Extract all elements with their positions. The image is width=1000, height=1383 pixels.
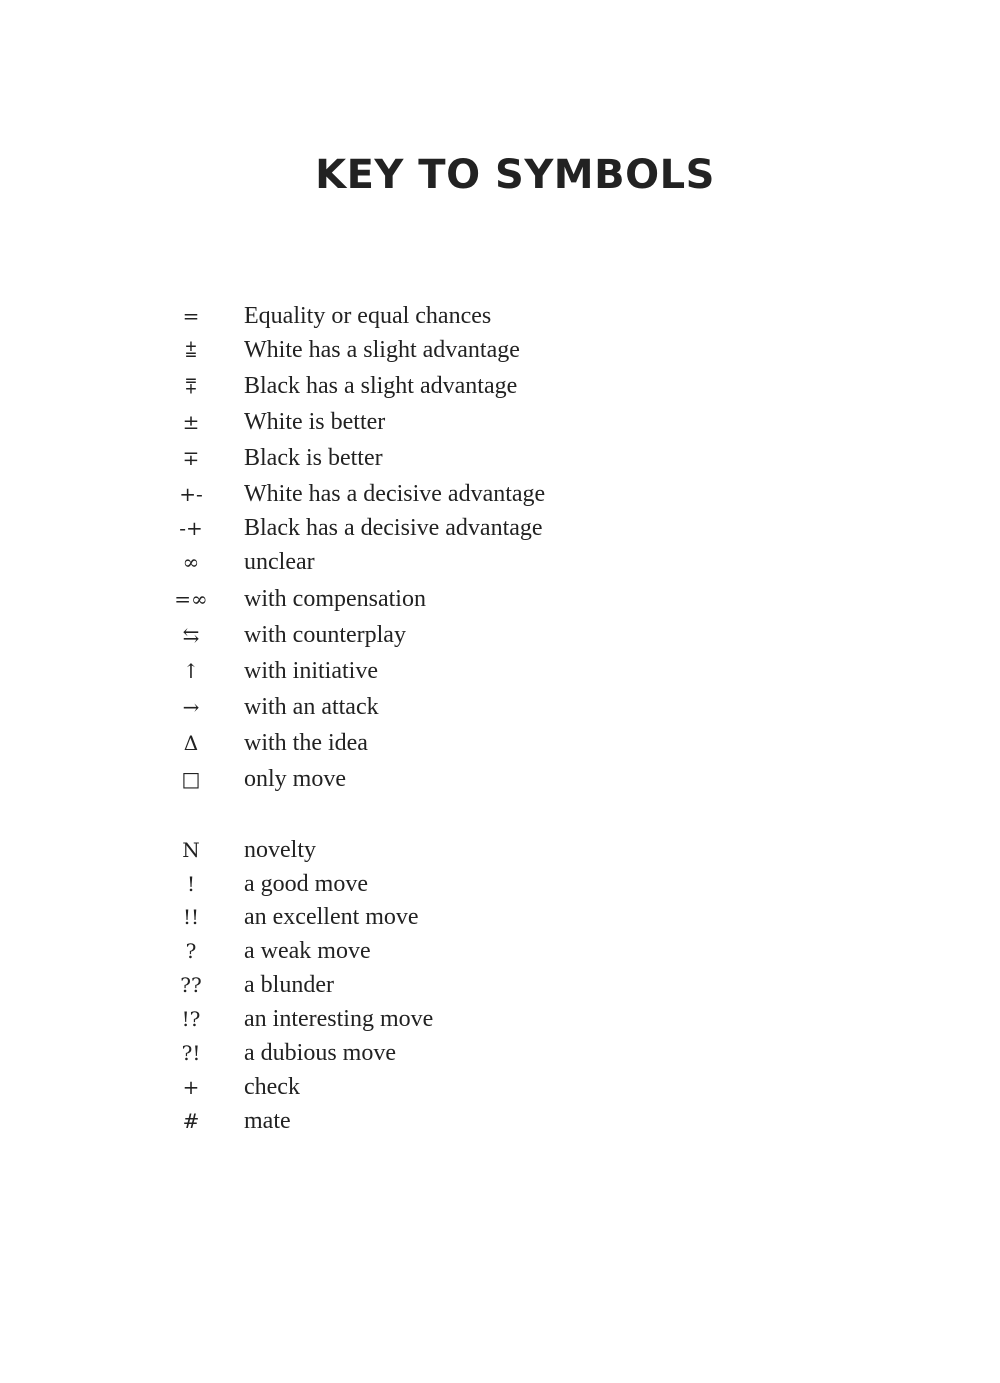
key-meaning: with an attack — [244, 693, 379, 720]
key-symbol: ?? — [180, 973, 202, 997]
key-row-white-slight-advantage — [160, 333, 760, 367]
key-symbol: N — [182, 838, 200, 862]
key-meaning: mate — [244, 1107, 291, 1134]
key-row-white-decisive — [160, 477, 760, 511]
key-row-black-better — [160, 441, 760, 475]
key-symbol: → — [182, 695, 200, 719]
key-meaning: White is better — [244, 408, 386, 435]
key-symbol: ↑ — [182, 659, 200, 683]
key-meaning: White has a slight advantage — [244, 336, 520, 363]
key-meaning: a good move — [244, 870, 368, 897]
key-row-excellent-move — [160, 900, 760, 934]
key-symbol: □ — [181, 767, 201, 791]
key-row-novelty — [160, 833, 760, 867]
key-row-idea — [160, 726, 760, 760]
key-symbol: ⇆ — [182, 623, 200, 647]
key-symbol: ⩱ — [185, 374, 197, 398]
key-row-blunder — [160, 968, 760, 1002]
key-symbol: ! — [186, 872, 196, 896]
key-symbol: +- — [179, 482, 203, 506]
key-meaning: Equality or equal chances — [244, 302, 492, 329]
key-row-interesting-move — [160, 1002, 760, 1036]
key-symbol: ∓ — [182, 446, 200, 470]
key-meaning: with compensation — [244, 585, 426, 612]
key-symbol: ⩲ — [185, 338, 197, 362]
key-symbol: =∞ — [174, 587, 208, 611]
key-meaning: White has a decisive advantage — [244, 480, 546, 507]
key-meaning: with the idea — [244, 729, 368, 756]
key-row-white-better — [160, 405, 760, 439]
page-title: KEY TO SYMBOLS — [315, 152, 715, 198]
key-symbol: ? — [185, 939, 197, 963]
key-symbol: -+ — [179, 516, 203, 540]
key-symbol: + — [182, 1075, 200, 1099]
key-meaning: Black is better — [244, 444, 383, 471]
key-meaning: a blunder — [244, 971, 334, 998]
key-row-check — [160, 1070, 760, 1104]
key-row-counterplay — [160, 618, 760, 652]
key-meaning: Black has a slight advantage — [244, 372, 518, 399]
key-symbol: !! — [182, 905, 200, 929]
key-meaning: check — [244, 1073, 300, 1100]
key-symbol: = — [182, 304, 200, 328]
key-row-attack — [160, 690, 760, 724]
key-row-initiative — [160, 654, 760, 688]
key-meaning: a weak move — [244, 937, 371, 964]
key-row-compensation — [160, 582, 760, 616]
key-symbol: ∞ — [182, 550, 200, 574]
key-meaning: unclear — [244, 548, 315, 575]
key-symbol: !? — [181, 1007, 201, 1031]
key-symbol: # — [182, 1109, 200, 1133]
key-row-equality — [160, 299, 760, 333]
key-meaning: an excellent move — [244, 903, 419, 930]
key-row-black-decisive — [160, 511, 760, 545]
key-row-weak-move — [160, 934, 760, 968]
key-meaning: with counterplay — [244, 621, 406, 648]
key-row-black-slight-advantage — [160, 369, 760, 403]
key-row-mate — [160, 1104, 760, 1138]
key-row-unclear — [160, 545, 760, 579]
key-meaning: novelty — [244, 836, 316, 863]
key-symbol: Δ — [183, 731, 199, 755]
key-meaning: a dubious move — [244, 1039, 396, 1066]
key-row-dubious-move — [160, 1036, 760, 1070]
key-row-good-move — [160, 867, 760, 901]
key-meaning: an interesting move — [244, 1005, 434, 1032]
key-symbol: ± — [182, 410, 200, 434]
key-row-only-move — [160, 762, 760, 796]
key-meaning: with initiative — [244, 657, 378, 684]
key-meaning: only move — [244, 765, 346, 792]
key-meaning: Black has a decisive advantage — [244, 514, 543, 541]
key-symbol: ?! — [181, 1041, 201, 1065]
